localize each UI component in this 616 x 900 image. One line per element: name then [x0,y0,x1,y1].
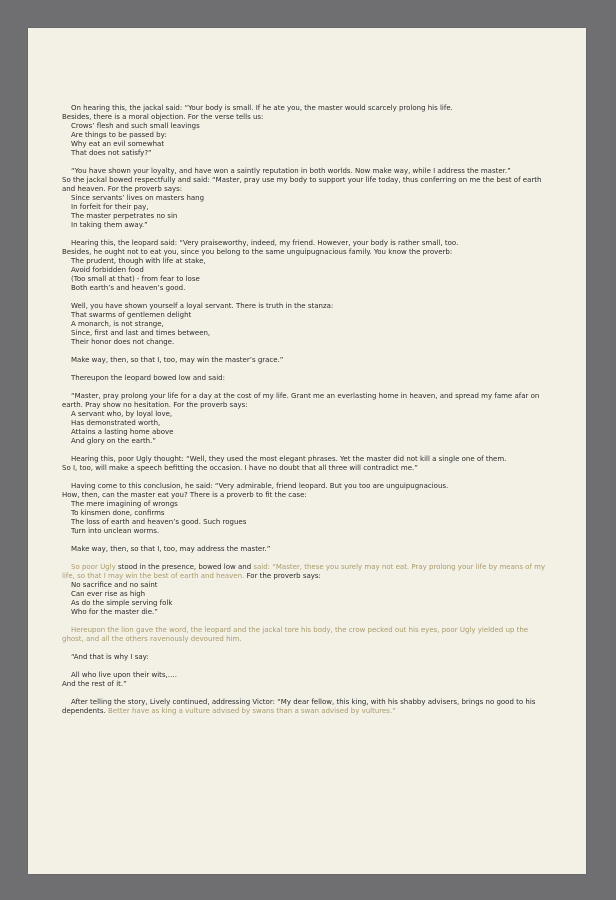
text-span: Hearing this, poor Ugly thought: “Well, they used the most elegant phrases. Yet the master did not kill a single one of them. [71,455,507,463]
text-span: Turn into unclean worms. [71,527,160,535]
text-line [62,518,562,527]
text-span: A servant who, by loyal love, [71,410,173,418]
text-span: Make way, then, so that I, too, may address the master.” [71,545,271,553]
text-line [62,635,562,644]
text-span: The master perpetrates no sin [71,212,178,220]
text-span: The prudent, though with life at stake, [71,257,206,265]
text-span: Their honor does not change. [71,338,175,346]
text-span: That swarms of gentlemen delight [71,311,192,319]
text-line [62,266,562,275]
text-line [62,455,562,464]
text-line [62,320,562,329]
text-line [62,176,562,185]
text-line [62,167,562,176]
text-span: On hearing this, the jackal said: “Your body is small. If he ate you, the master would scarcely prolong his life. [71,104,453,112]
text-line [62,563,562,572]
paragraph [62,104,562,158]
text-line [62,275,562,284]
text-line [62,185,562,194]
text-line [62,626,562,635]
text-line [62,599,562,608]
text-line [62,338,562,347]
text-line [62,194,562,203]
text-line [62,437,562,446]
text-span: Make way, then, so that I, too, may win the master’s grace.” [71,356,284,364]
text-span: To kinsmen done, confirms [71,509,165,517]
text-span: Besides, he ought not to eat you, since you belong to the same unguipugnacious family. You know the proverb: [62,248,453,256]
text-line [62,113,562,122]
paragraph [62,482,562,536]
text-line [62,392,562,401]
text-line [62,257,562,266]
text-line [62,140,562,149]
paragraph [62,239,562,293]
text-line [62,410,562,419]
text-span: How, then, can the master eat you? There is a proverb to fit the case: [62,491,307,499]
text-span: Attains a lasting home above [71,428,174,436]
highlighted-text: Hereupon the lion gave the word, the leopard and the jackal tore his body, the crow pecked out his eyes, poor Ugly yielded up the [71,626,529,634]
text-span: Well, you have shown yourself a loyal servant. There is truth in the stanza: [71,302,334,310]
text-span: Both earth’s and heaven’s good. [71,284,186,292]
text-span: So the jackal bowed respectfully and said: “Master, pray use my body to support your life today, thus conferring on me the best of earth [62,176,542,184]
highlighted-text: So poor Ugly [71,563,116,571]
text-line [62,572,562,581]
paragraph [62,671,562,689]
text-line [62,122,562,131]
highlighted-text: ghost, and all the others ravenously devoured him. [62,635,242,643]
text-span: So I, too, will make a speech befitting the occasion. I have no doubt that all three will contradict me.” [62,464,418,472]
text-line [62,428,562,437]
text-span: “You have shown your loyalty, and have won a saintly reputation in both worlds. Now make way, while I address the master.” [71,167,511,175]
text-span: Are things to be passed by: [71,131,167,139]
text-line [62,401,562,410]
text-line [62,707,562,716]
text-span: (Too small at that) - from fear to lose [71,275,200,283]
text-span: Thereupon the leopard bowed low and said: [71,374,225,382]
text-line [62,221,562,230]
text-span: Who for the master die.” [71,608,158,616]
text-line [62,131,562,140]
text-line [62,545,562,554]
text-line [62,680,562,689]
text-line [62,464,562,473]
paragraph [62,167,562,230]
text-span: And the rest of it.” [62,680,127,688]
text-line [62,239,562,248]
text-span: and heaven. For the proverb says: [62,185,183,193]
text-line [62,581,562,590]
paragraph [62,626,562,644]
text-span: Besides, there is a moral objection. For the verse tells us: [62,113,264,121]
text-span: Since servants’ lives on masters hang [71,194,205,202]
text-line [62,104,562,113]
text-span: And glory on the earth.” [71,437,156,445]
highlighted-text: life, so that I may win the best of earth and heaven. [62,572,245,580]
paragraph [62,356,562,365]
text-line [62,608,562,617]
highlighted-text: said: “Master, these you surely may not eat. Pray prolong your life by means of my [253,563,546,571]
text-span: “Master, pray prolong your life for a day at the cost of my life. Grant me an everlasting home in heaven, and spread my fame afar on [71,392,540,400]
paragraph [62,302,562,347]
text-span: After telling the story, Lively continued, addressing Victor: “My dear fellow, this king, with his shabby advisers, brings no good to his [71,698,536,706]
paragraph [62,653,562,662]
text-span: dependents. [62,707,108,715]
text-span: In taking them away.” [71,221,148,229]
text-span: Crows’ flesh and such small leavings [71,122,200,130]
text-line [62,527,562,536]
story-text [62,104,562,725]
paragraph [62,392,562,446]
text-span: That does not satisfy?” [71,149,152,157]
text-span: Having come to this conclusion, he said: “Very admirable, friend leopard. But you too are unguipugnacious. [71,482,449,490]
text-span: In forfeit for their pay, [71,203,149,211]
paragraph [62,374,562,383]
text-line [62,248,562,257]
text-line [62,509,562,518]
text-line [62,500,562,509]
text-span: As do the simple serving folk [71,599,173,607]
text-line [62,356,562,365]
paragraph [62,455,562,473]
text-line [62,482,562,491]
text-line [62,149,562,158]
paper-sheet [28,28,586,874]
text-span: Why eat an evil somewhat [71,140,165,148]
text-span: The mere imagining of wrongs [71,500,178,508]
text-span: Since, first and last and times between, [71,329,211,337]
text-line [62,590,562,599]
paragraph [62,563,562,617]
text-span: Hearing this, the leopard said: “Very praiseworthy, indeed, my friend. However, your body is rather small, too. [71,239,459,247]
text-line [62,491,562,500]
paragraph [62,698,562,716]
text-span: No sacrifice and no saint [71,581,158,589]
highlighted-text: Better have as king a vulture advised by swans than a swan advised by vultures.” [107,707,396,715]
text-span: earth. Pray show no hesitation. For the proverb says: [62,401,248,409]
text-line [62,374,562,383]
text-span: For the proverb says: [244,572,321,580]
text-span: All who live upon their wits,…. [71,671,178,679]
text-span: stood in the presence, bowed low and [115,563,254,571]
text-line [62,419,562,428]
text-span: The loss of earth and heaven’s good. Such rogues [71,518,247,526]
text-line [62,653,562,662]
text-span: “And that is why I say: [71,653,149,661]
text-line [62,212,562,221]
text-span: Avoid forbidden food [71,266,144,274]
text-line [62,311,562,320]
text-line [62,698,562,707]
text-line [62,671,562,680]
text-line [62,302,562,311]
paragraph [62,545,562,554]
text-line [62,203,562,212]
text-line [62,329,562,338]
text-span: Can ever rise as high [71,590,146,598]
text-line [62,284,562,293]
text-span: Has demonstrated worth, [71,419,161,427]
text-span: A monarch, is not strange, [71,320,164,328]
